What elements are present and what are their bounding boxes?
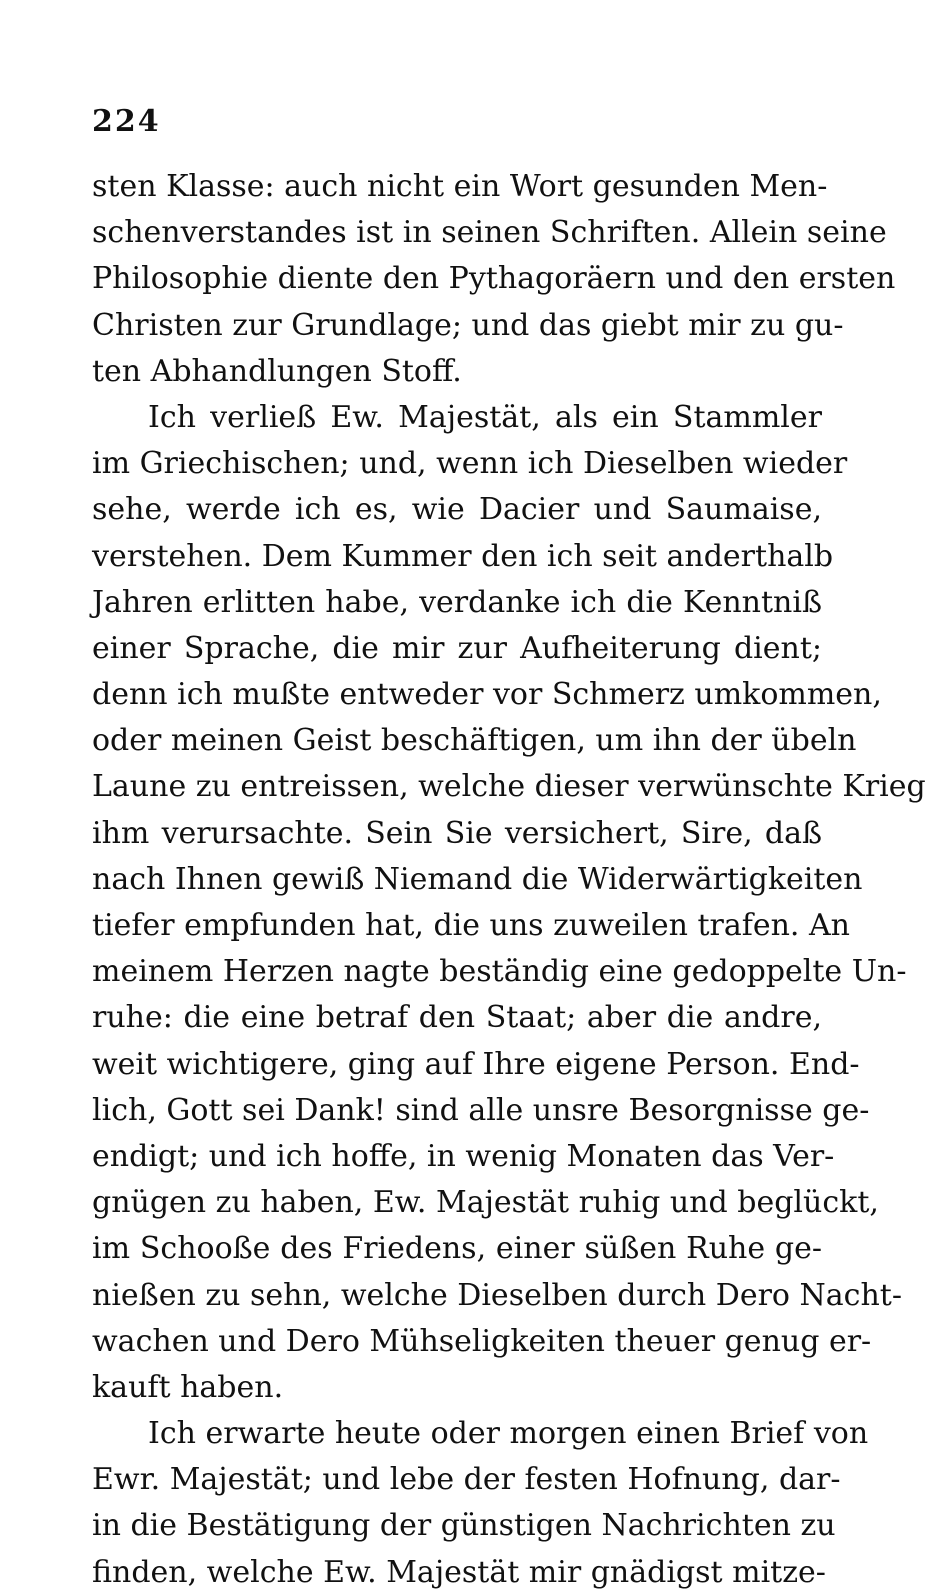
text-line: tiefer empfunden hat, die uns zuweilen trafen. An — [92, 908, 850, 943]
text-line: kauft haben. — [92, 1369, 284, 1405]
text-line: Ich verließ Ew. Majestät, als ein Stammler — [148, 399, 822, 435]
text-line: meinem Herzen nagte beständig eine gedoppelte Un- — [92, 954, 907, 990]
text-line: nießen zu sehn, welche Dieselben durch Dero Nacht- — [92, 1277, 902, 1313]
text-line: Ewr. Majestät; und lebe der festen Hofnung, dar- — [92, 1462, 841, 1498]
text-line: endigt; und ich hoffe, in wenig Monaten das Ver- — [92, 1138, 835, 1174]
text-line: finden, welche Ew. Majestät mir gnädigst mitze- — [92, 1554, 826, 1590]
text-line: in die Bestätigung der günstigen Nachrichten zu — [92, 1508, 836, 1544]
text-line: im Schooße des Friedens, einer süßen Ruhe ge- — [92, 1231, 822, 1267]
text-line: im Griechischen; und, wenn ich Dieselben wieder — [92, 446, 848, 482]
text-line: oder meinen Geist beschäftigen, um ihn der übeln — [92, 723, 857, 759]
text-line: lich, Gott sei Dank! sind alle unsre Besorgnisse ge- — [92, 1092, 870, 1128]
text-line: verstehen. Dem Kummer den ich seit anderthalb — [92, 538, 834, 574]
text-line: sten Klasse: auch nicht ein Wort gesunden Men- — [92, 169, 828, 204]
text-line: Philosophie diente den Pythagoräern und den ersten — [92, 261, 896, 297]
text-line: sehe, werde ich es, wie Dacier und Saumaise, — [92, 492, 822, 528]
text-line: denn ich mußte entweder vor Schmerz umkommen, — [92, 677, 882, 713]
text-line: ihm verursachte. Sein Sie versichert, Sire, daß — [92, 815, 822, 851]
page-number: 224 — [92, 104, 161, 139]
text-line: schenverstandes ist in seinen Schriften. Allein seine — [92, 215, 887, 251]
text-line: gnügen zu haben, Ew. Majestät ruhig und beglückt, — [92, 1185, 879, 1221]
text-line: ruhe: die eine betraf den Staat; aber die andre, — [92, 1000, 822, 1036]
text-line: einer Sprache, die mir zur Aufheiterung dient; — [92, 630, 822, 666]
text-line: nach Ihnen gewiß Niemand die Widerwärtigkeiten — [92, 861, 863, 897]
text-line: weit wichtigere, ging auf Ihre eigene Person. End- — [92, 1046, 860, 1082]
text-line: Laune zu entreissen, welche dieser verwünschte Krieg — [92, 769, 926, 805]
text-line: wachen und Dero Mühseligkeiten theuer genug er- — [92, 1323, 872, 1359]
body-text — [92, 164, 926, 1596]
text-line: Ich erwarte heute oder morgen einen Brief von — [148, 1416, 869, 1452]
text-line: Christen zur Grundlage; und das giebt mir zu gu- — [92, 307, 844, 343]
text-line: Jahren erlitten habe, verdanke ich die Kenntniß — [92, 584, 822, 620]
text-line: ten Abhandlungen Stoff. — [92, 353, 462, 389]
